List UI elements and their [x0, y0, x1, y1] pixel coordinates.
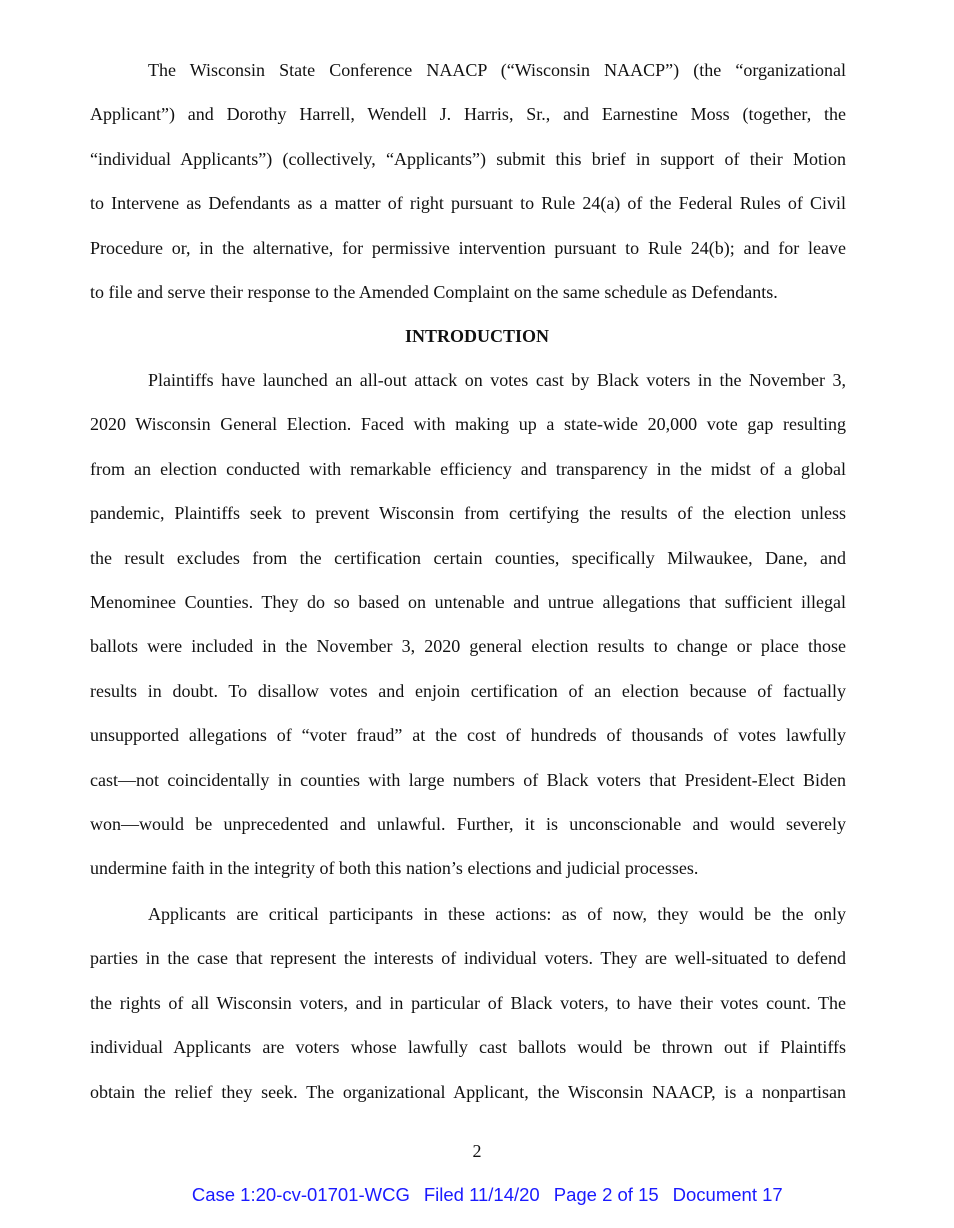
text-line: “individual Applicants”) (collectively, “Applicants”) submit this brief in support of their Motion [90, 148, 846, 169]
footer-case-number: Case 1:20-cv-01701-WCG [191, 1184, 410, 1205]
text-line: individual Applicants are voters whose lawfully cast ballots would be thrown out if Plaintiffs [90, 1037, 846, 1058]
text-line: results in doubt. To disallow votes and enjoin certification of an election because of factually [90, 680, 846, 701]
court-filing-footer [0, 1162, 954, 1228]
text-line: Applicant”) and Dorothy Harrell, Wendell J. Harris, Sr., and Earnestine Moss (together, the [90, 104, 846, 125]
text-line: won—would be unprecedented and unlawful. Further, it is unconscionable and would severely [90, 813, 846, 834]
text-line: 2020 Wisconsin General Election. Faced with making up a state-wide 20,000 vote gap resulting [90, 414, 846, 435]
text-line: unsupported allegations of “voter fraud” at the cost of hundreds of thousands of votes lawfully [90, 725, 846, 746]
text-line: Applicants are critical participants in these actions: as of now, they would be the only [148, 904, 846, 924]
text-line: pandemic, Plaintiffs seek to prevent Wisconsin from certifying the results of the election unless [90, 503, 846, 524]
footer-document-number: Document 17 [672, 1184, 783, 1205]
text-line: cast—not coincidentally in counties with large numbers of Black voters that President-Elect Biden [90, 769, 846, 790]
paragraph-applicants-motion [90, 59, 846, 325]
text-line: to Intervene as Defendants as a matter of right pursuant to Rule 24(a) of the Federal Rules of Civil [90, 193, 846, 214]
page-number: 2 [472, 1141, 482, 1161]
text-line: the result excludes from the certification certain counties, specifically Milwaukee, Dane, and [90, 547, 846, 568]
footer-filed-date: Filed 11/14/20 [423, 1184, 540, 1205]
text-line: from an election conducted with remarkable efficiency and transparency in the midst of a global [90, 458, 846, 479]
text-line: undermine faith in the integrity of both this nation’s elections and judicial processes. [90, 858, 699, 879]
text-line: Procedure or, in the alternative, for permissive intervention pursuant to Rule 24(b); and for leave [90, 237, 846, 258]
text-line: Plaintiffs have launched an all-out attack on votes cast by Black voters in the November 3, [148, 370, 846, 390]
text-line: obtain the relief they seek. The organizational Applicant, the Wisconsin NAACP, is a nonpartisan [90, 1081, 846, 1102]
text-line: parties in the case that represent the interests of individual voters. They are well-situated to defend [90, 948, 846, 969]
footer-page-count: Page 2 of 15 [553, 1184, 659, 1205]
text-line: the rights of all Wisconsin voters, and in particular of Black voters, to have their votes count. The [90, 992, 846, 1013]
text-line: ballots were included in the November 3, 2020 general election results to change or place those [90, 636, 846, 657]
section-heading-introduction: INTRODUCTION [404, 326, 550, 346]
text-line: Menominee Counties. They do so based on untenable and untrue allegations that sufficient illegal [90, 591, 846, 612]
text-line: The Wisconsin State Conference NAACP (“Wisconsin NAACP”) (the “organizational [148, 60, 846, 80]
text-line: to file and serve their response to the Amended Complaint on the same schedule as Defendants. [90, 281, 778, 302]
paragraph-plaintiffs-attack [90, 369, 846, 902]
paragraph-applicants-participants [90, 903, 846, 1125]
